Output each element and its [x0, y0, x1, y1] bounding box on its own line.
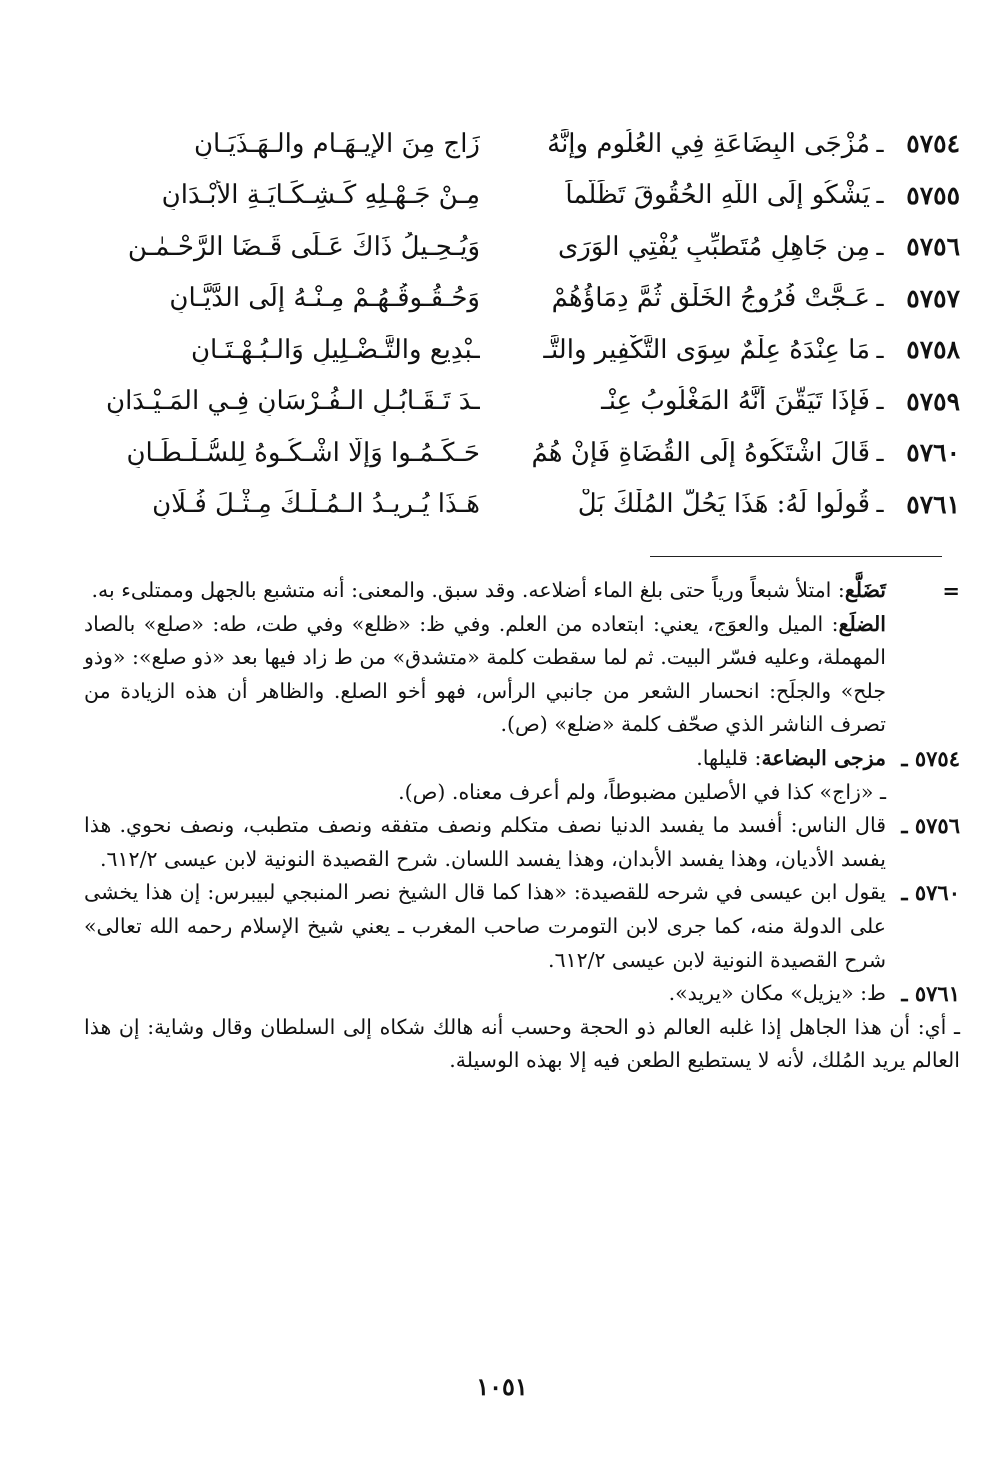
- verse-row: [70, 221, 960, 273]
- verse-row: [70, 118, 960, 170]
- verse-first-hemistich: فَإِذَا تَيَقَّنَ أَنَّهُ المَغْلُوبُ عِنْـ: [601, 386, 870, 417]
- verse-number: ٥٧٥٥: [906, 180, 960, 210]
- verse-dash: ـ: [876, 490, 884, 519]
- footnote-body: [84, 574, 886, 742]
- verse-second-hemistich: حَـكَـمُـوا وَإِلَّا اشْـكُـوهُ لِلسُّـلْـطَـانِ: [126, 437, 480, 468]
- verse-second-hemistich: ـدَ تَـقَـابُـلِ الـفُـرْسَانِ فِـي المَـيْـدَانِ: [105, 386, 480, 417]
- verse-row: [70, 427, 960, 479]
- gloss-term: مزجى البضاعة: [761, 745, 886, 770]
- verse-second-hemistich: زَاجٍ مِنَ الإِيـهَـامِ والـهَـذَيَـانِ: [193, 128, 480, 159]
- verse-number: ٥٧٥٤: [906, 129, 960, 159]
- verse-row: [70, 170, 960, 222]
- verse-second-hemistich: هَـذَا يُـرِيـدُ الـمُـلْـكَ مِـثْـلَ فُـلَانِ: [152, 489, 480, 520]
- footnote-5761-sub: [84, 1011, 960, 1078]
- verse-first-hemistich: يَشْكُو إِلَى اللَّهِ الحُقُوقَ تَظَلُّماً: [565, 180, 870, 211]
- verse-dash: ـ: [876, 335, 884, 364]
- footnote-5754-sub: [84, 776, 960, 810]
- verse-number: ٥٧٥٨: [906, 335, 960, 365]
- verse-row: [70, 376, 960, 428]
- verse-number: ٥٧٥٧: [906, 283, 960, 313]
- footnote-body: ط: «يزيل» مكان «يريد».: [668, 981, 886, 1006]
- verse-first-hemistich: مَا عِنْدَهُ عِلْمٌ سِوَى التَّكْفِيرِ والتَّـ: [543, 334, 870, 365]
- verse-row: [70, 479, 960, 531]
- verse-dash: ـ: [876, 232, 884, 261]
- verse-first-hemistich: عَـجَّتْ فُرُوجُ الخَلْقِ ثُمَّ دِمَاؤُهُمْ: [551, 283, 870, 314]
- verse-second-hemistich: وَحُـقُـوقُـهُـمْ مِـنْـهُ إِلَى الدَّيَّـانِ: [169, 283, 480, 314]
- footnote-label: ٥٧٦٠ ـ: [901, 880, 960, 906]
- footnotes: [84, 574, 960, 1078]
- gloss-term: الضلَع: [838, 611, 886, 636]
- gloss-term: تَضَلَّع: [844, 578, 886, 602]
- verse-number: ٥٧٦١: [906, 489, 960, 519]
- verse-second-hemistich: مِـنْ جَـهْـلِهِ كَـشِـكَـايَـةِ الأَبْـدَانِ: [161, 180, 480, 211]
- page-number: ١٠٥١: [476, 1372, 528, 1401]
- verse-first-hemistich: مُزْجَى البِضَاعَةِ فِي العُلُومِ وإنَّهُ: [547, 128, 870, 159]
- footnote-5756: [84, 809, 960, 876]
- verse-number: ٥٧٥٩: [906, 386, 960, 416]
- poem-verses: [70, 118, 960, 530]
- verse-dash: ـ: [876, 181, 884, 210]
- verse-row: [70, 273, 960, 325]
- footnote-label: =: [942, 578, 960, 603]
- footnote-separator: [650, 556, 942, 557]
- verse-dash: ـ: [876, 129, 884, 158]
- footnote-label: ٥٧٦١ ـ: [901, 981, 960, 1007]
- footnote-body: قال الناس: أفسد ما يفسد الدنيا نصف متكلم ونصف متفقه ونصف متطبب، ونصف نحوي. هذا يفسد الأديان، وهذا يفسد الأبدان، وهذا يفسد اللسان. شرح القصيدة النونية لابن عيسى ٦١٢/٢.: [84, 813, 886, 871]
- verse-dash: ـ: [876, 387, 884, 416]
- gloss-text: : قليلها.: [696, 745, 762, 770]
- footnote-label: ٥٧٥٤ ـ: [901, 745, 960, 771]
- footnote-sub-line: ـ «زاج» كذا في الأصلين مضبوطاً، ولم أعرف معناه. (ص).: [398, 779, 886, 804]
- verse-number: ٥٧٥٦: [906, 232, 960, 262]
- verse-row: [70, 324, 960, 376]
- footnote-body: [84, 742, 886, 776]
- verse-first-hemistich: قَالَ اشْتَكُوهُ إِلَى القُضَاةِ فَإِنْ هُمُ: [531, 437, 870, 468]
- footnote-5754: [84, 742, 960, 776]
- gloss-text: : امتلأ شبعاً ورياً حتى بلغ الماء أضلاعه. وقد سبق. والمعنى: أنه متشبع بالجهل وممتلىء به.: [91, 578, 845, 602]
- gloss-text: : الميل والعوَج، يعني: ابتعاده من العلم. وفي ظ: «ظلع» وفي طت، طه: «صلع» بالصاد المهملة، وعليه فسّر البيت. ثم لما سقطت كلمة «متشدق» من ط زاد فيها بعد «ذو صلع»: «وذو جلح» والجلَح: انحسار الشعر من جانبي الرأس، فهو أخو الصلع. والظاهر أن هذه الزيادة من تصرف الناشر الذي صحّف كلمة «ضلع» (ص).: [84, 611, 886, 737]
- verse-first-hemistich: مِن جَاهِلٍ مُتَطبِّبٍ يُفْتِي الوَرَى: [557, 231, 870, 262]
- verse-dash: ـ: [876, 438, 884, 467]
- verse-number: ٥٧٦٠: [906, 438, 960, 468]
- verse-dash: ـ: [876, 284, 884, 313]
- verse-second-hemistich: ـبْدِيعِ والتَّـضْـلِيلِ وَالـبُـهْـتَـانِ: [190, 334, 480, 365]
- verse-second-hemistich: وَيُـحِـيلُ ذَاكَ عَـلَى قَـضَا الرَّحْـمٰـنِ: [127, 231, 480, 262]
- footnote-label: ٥٧٥٦ ـ: [901, 813, 960, 839]
- footnote-sub-line: ـ أي: أن هذا الجاهل إذا غلبه العالم ذو الحجة وحسب أنه هالك شكاه إلى السلطان وقال وشاية: إن هذا العالم يريد المُلك، لأنه لا يستطيع الطعن فيه إلا بهذه الوسيلة.: [84, 1014, 960, 1073]
- footnote-continued: [84, 574, 960, 742]
- verse-first-hemistich: قُولُوا لَهُ: هَذَا يَحُلُّ المُلْكَ بَلْ: [577, 489, 870, 520]
- footnote-5761: [84, 977, 960, 1011]
- footnote-body: يقول ابن عيسى في شرحه للقصيدة: «هذا كما قال الشيخ نصر المنبجي لبيبرس: إن هذا يخشى على الدولة منه، كما جرى لابن التومرت صاحب المغرب ـ يعني شيخ الإسلام رحمه الله تعالى» شرح القصيدة النونية لابن عيسى ٦١٢/٢.: [84, 880, 886, 972]
- footnote-5760: [84, 876, 960, 977]
